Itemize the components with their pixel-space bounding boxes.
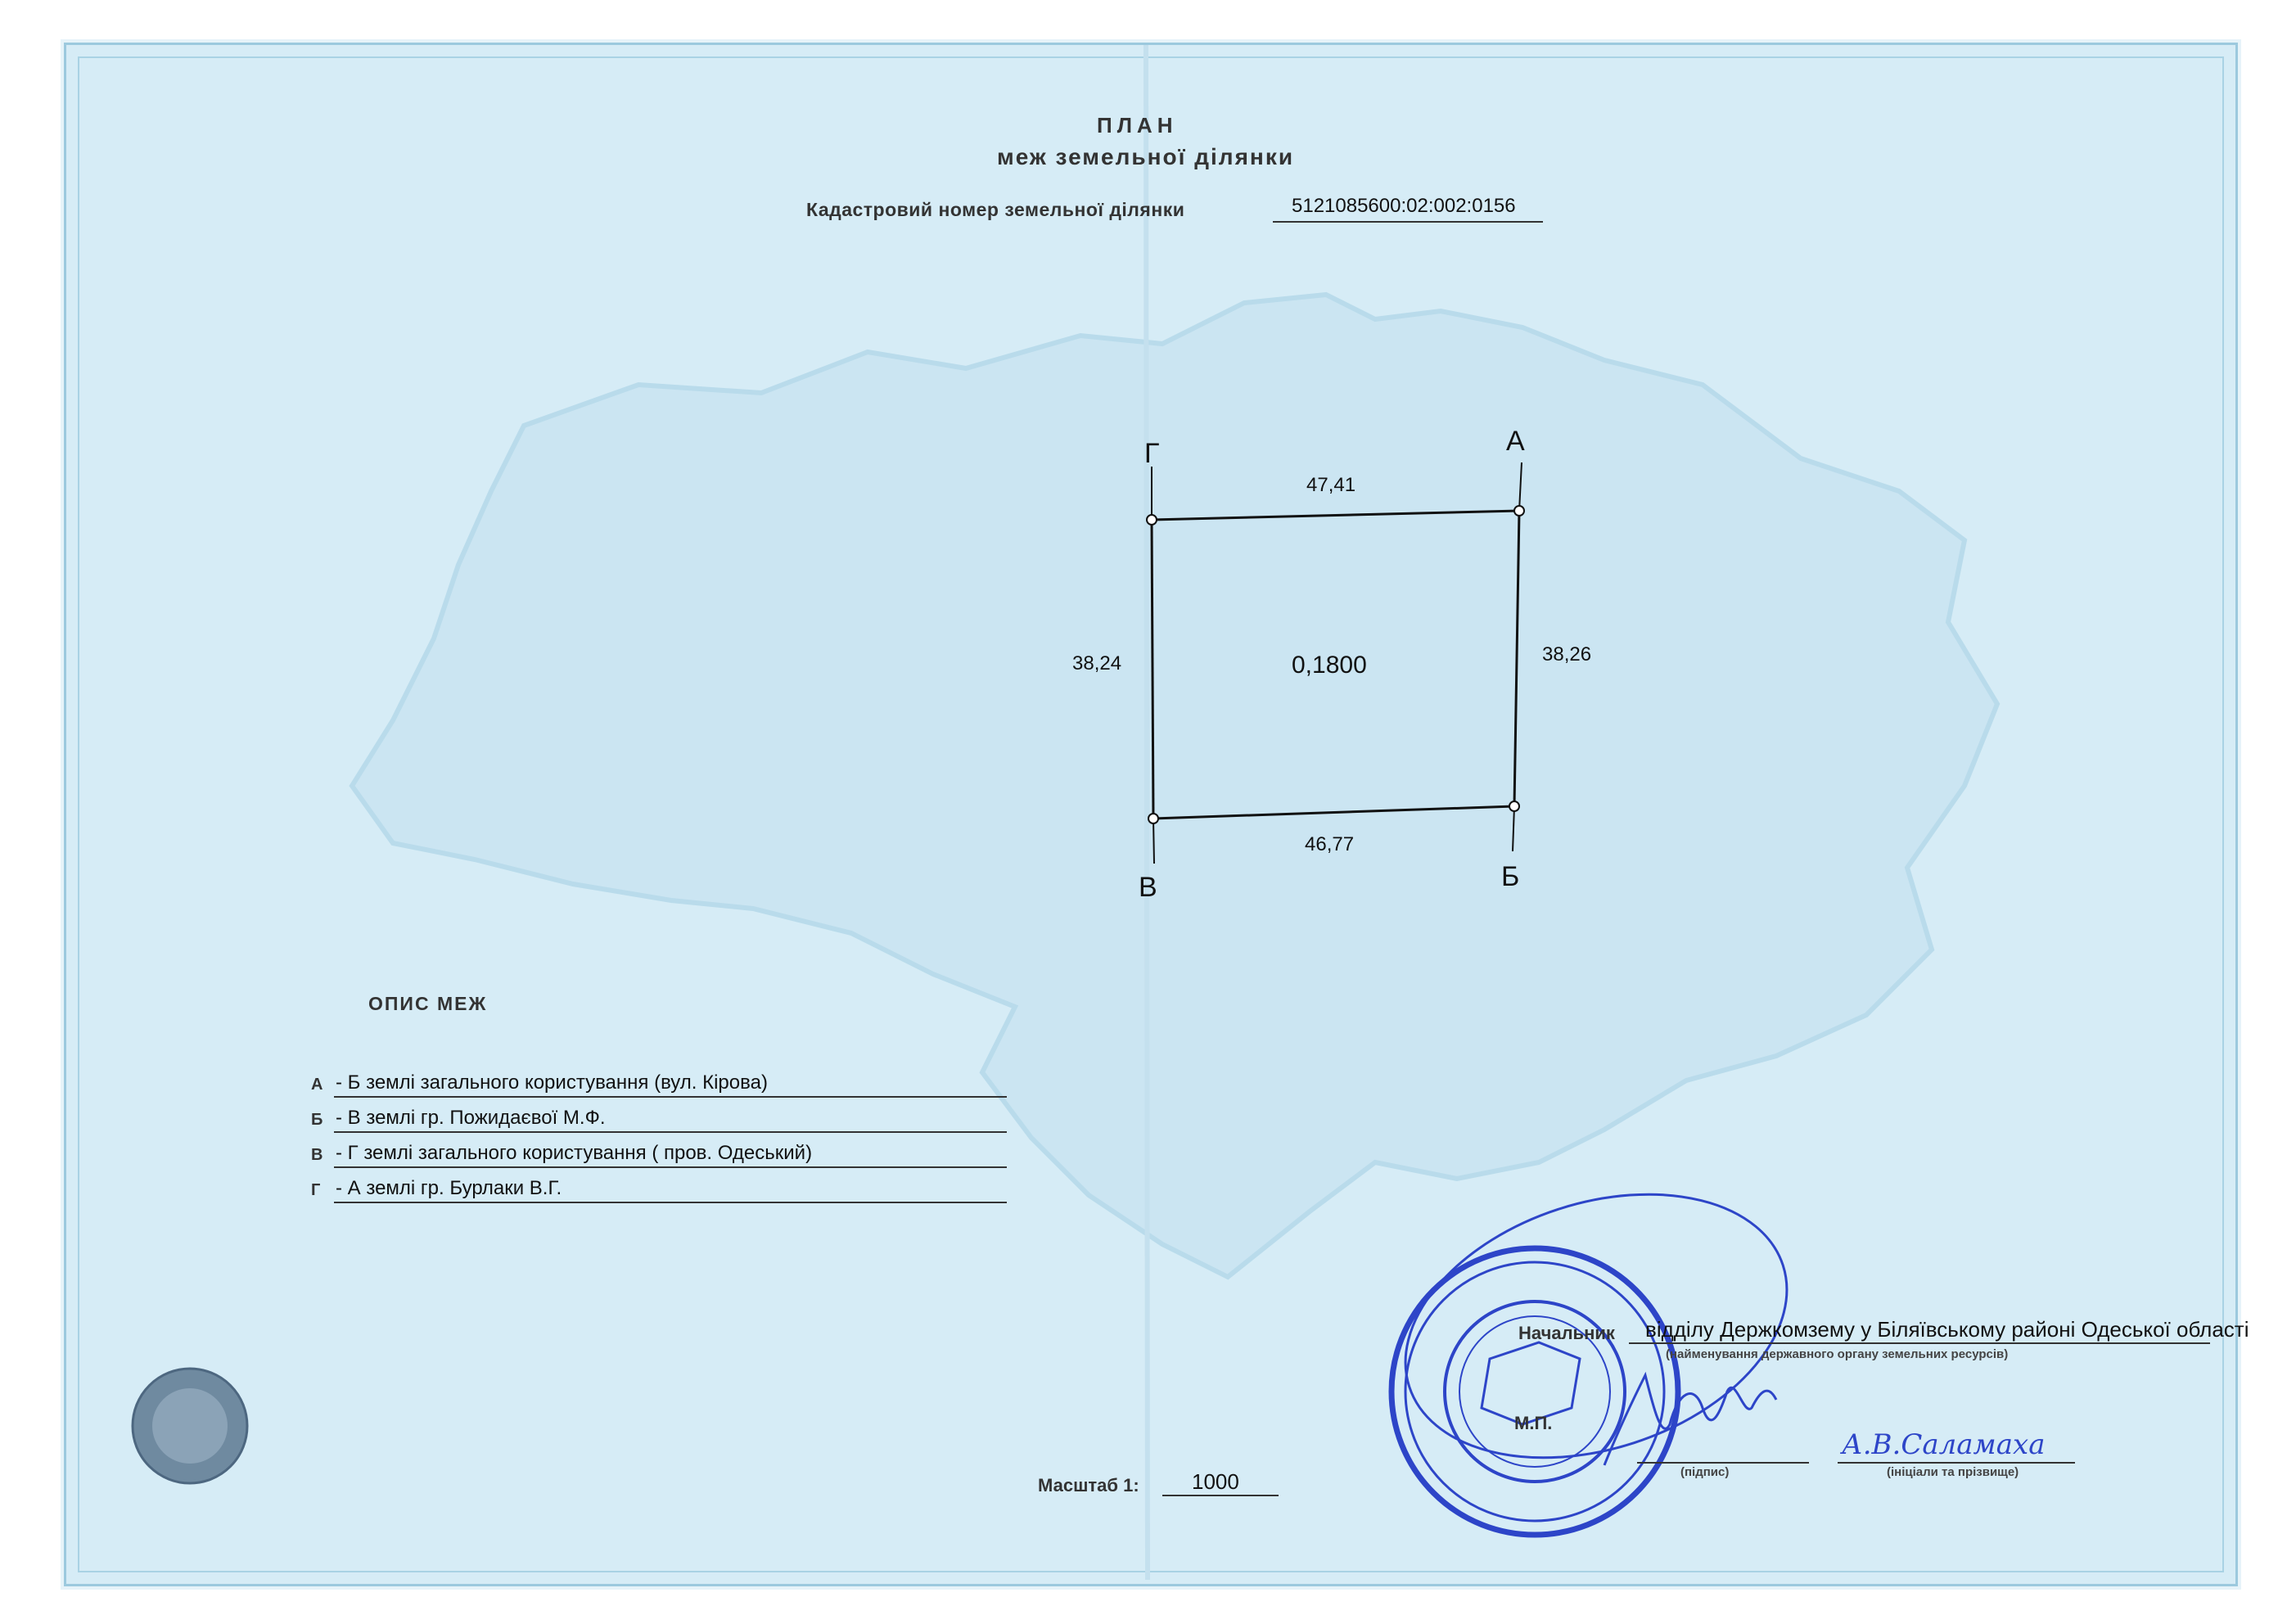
name-note: (ініціали та прізвище) [1887, 1465, 2019, 1479]
boundary-key: Б [311, 1111, 323, 1129]
parcel-area: 0,1800 [1292, 652, 1367, 679]
cadastral-label: Кадастровий номер земельної ділянки [806, 199, 1185, 220]
cadastral-number: 5121085600:02:002:0156 [1292, 195, 1516, 217]
document-subtitle: меж земельної ділянки [997, 144, 1295, 169]
chief-underline [1629, 1342, 2210, 1344]
signature-note: (підпис) [1680, 1465, 1730, 1479]
chief-label: Начальник [1518, 1323, 1615, 1343]
cadastral-underline [1273, 221, 1543, 223]
side-length-bottom: 46,77 [1305, 833, 1355, 855]
signer-name: А.В.Саламаха [1842, 1428, 2046, 1461]
boundary-text: - А землі гр. Бурлаки В.Г. [336, 1177, 562, 1199]
boundary-row [311, 1068, 1007, 1098]
boundary-key: Г [311, 1181, 321, 1199]
boundary-text: - Г землі загального користування ( пров. Одеський) [336, 1142, 813, 1164]
boundary-row [311, 1103, 1007, 1133]
side-length-left: 38,24 [1072, 652, 1122, 674]
chief-note: (найменування державного органу земельних ресурсів) [1666, 1347, 2009, 1361]
chief-office: відділу Держкомзему у Біляївському районі Одеської області [1645, 1317, 2249, 1342]
handwritten-signature [1604, 1375, 1776, 1465]
boundaries-title: ОПИС МЕЖ [368, 993, 488, 1014]
boundary-text: - Б землі загального користування (вул. Кірова) [336, 1071, 768, 1094]
side-length-right: 38,26 [1542, 643, 1592, 665]
scale-value: 1000 [1192, 1469, 1239, 1494]
boundary-text: - В землі гр. Пожидаєвої М.Ф. [336, 1107, 606, 1129]
boundary-key: В [311, 1146, 323, 1164]
corner-label-a: А [1506, 426, 1525, 457]
side-length-top: 47,41 [1306, 474, 1356, 496]
corner-label-g: Г [1144, 438, 1160, 469]
signature-line [1637, 1462, 1809, 1464]
corner-label-v: В [1139, 872, 1157, 903]
stamp-place-label: М.П. [1514, 1413, 1553, 1433]
boundary-key: А [311, 1076, 323, 1094]
scale-label: Масштаб 1: [1038, 1475, 1139, 1495]
boundary-row [311, 1139, 1007, 1168]
fold-line [1146, 45, 1148, 1580]
scale-underline [1162, 1495, 1279, 1496]
document-title: ПЛАН [1097, 113, 1178, 138]
name-line [1838, 1462, 2075, 1464]
boundary-row [311, 1174, 1007, 1203]
corner-label-b: Б [1501, 861, 1520, 892]
